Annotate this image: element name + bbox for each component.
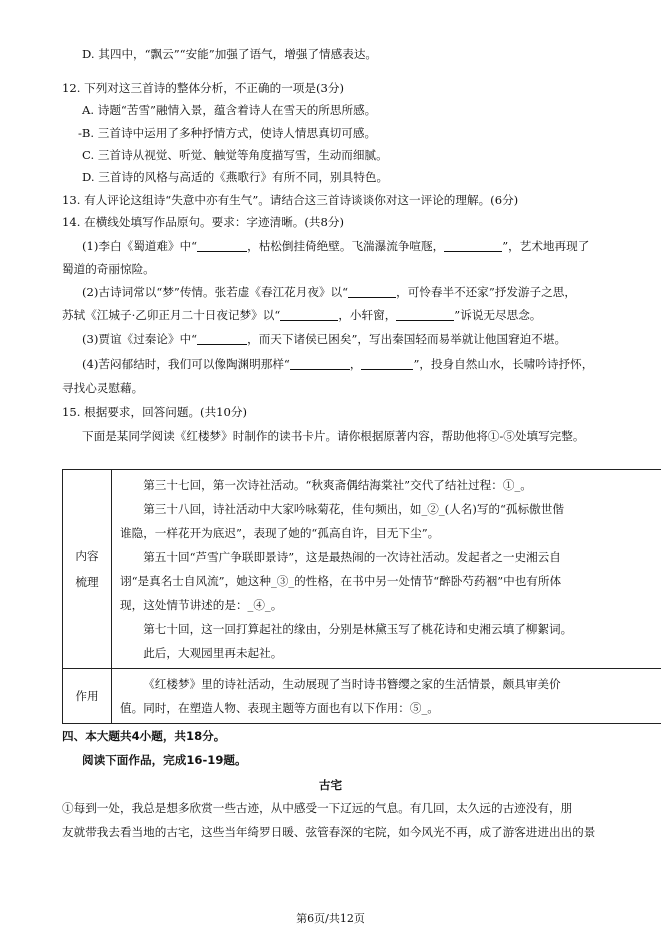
q15-intro: 下面是某同学阅读《红楼梦》时制作的读书卡片。请你根据原著内容，帮助他将①-⑤处填写完整。 [82,429,585,443]
q15-stem: 15. 根据要求，回答问题。(共10分) [62,405,248,419]
q14-4-text-c: ”，投身自然山水，长啸吟诗抒怀， [413,357,594,371]
q14-1-text-a: (1)李白《蜀道难》中“ [82,239,198,253]
q14-2-text-a: (2)古诗词常以“梦”传情。张若虚《春江花月夜》以“ [82,285,349,299]
content-line: 此后，大观园里再未起社。 [143,646,283,660]
q14-stem: 14. 在横线处填写作品原句。要求：字迹清晰。(共8分) [62,215,345,229]
q14-4-text-b: ， [349,357,362,371]
article-title: 古宅 [318,778,343,792]
content-line: 现，这处情节讲述的是：_④_。 [120,598,283,612]
q14-item-3 [82,331,566,347]
answer-blank[interactable] [290,357,350,370]
article-paragraph-line: 友就带我去看当地的古宅，这些当年绮罗日暖、弦管春深的宅院，如今风光不再，成了游客进进出出的景 [62,825,596,839]
q14-2-text-b: ，可怜春半不还家”抒发游子之思， [396,285,576,299]
q11-option-d: D. 其四中，“飘云”“安能”加强了语气，增强了情感表达。 [82,47,378,61]
q14-2-text-c: 苏轼《江城子·乙卯正月二十日夜记梦》以“ [62,308,281,322]
article-paragraph-line: ①每到一处，我总是想多欣赏一些古迹，从中感受一下辽远的气息。有几回，太久远的古迹没有，朋 [62,801,573,815]
content-body-cell [112,470,661,669]
q12-option-c: C. 三首诗从视觉、听觉、触觉等角度描写雪，生动而细腻。 [82,148,388,162]
content-line: 谁隐，一样花开为底迟”，表现了她的“孤高自许，目无下尘”。 [120,526,440,540]
function-line: 《红楼梦》里的诗社活动，生动展现了当时诗书簪缨之家的生活情景，颇具审美价 [143,677,561,691]
answer-blank[interactable] [197,332,247,345]
q12-option-d: D. 三首诗的风格与高适的《燕歌行》有所不同，别具特色。 [82,170,389,184]
content-label-line2: 梳理 [75,575,99,589]
reading-card-table [62,469,661,724]
content-line: 诩“是真名士自风流”，她这种_③_的性格，在书中另一处情节“醉卧芍药裀”中也有所体 [120,574,562,588]
q14-1-continuation: 蜀道的奇丽惊险。 [62,262,155,276]
q14-item-2 [82,284,576,300]
q14-1-text-c: ”，艺术地再现了 [502,239,590,253]
content-line: 第三十八回，诗社活动中大家吟咏菊花，佳句频出，如_②_(人名)写的“孤标傲世偕 [143,502,564,516]
q14-1-text-b: ，枯松倒挂倚绝壁。飞湍瀑流争喧豗， [247,239,445,253]
q14-3-text-b: ，而天下诸侯已困矣”，写出秦国轻而易举就让他国窘迫不堪。 [247,332,567,346]
section-four-heading: 四、本大题共4小题，共18分。 [62,729,226,743]
answer-blank[interactable] [361,357,413,370]
q14-2-text-e: ”诉说无尽思念。 [454,308,542,322]
q12-option-b: -B. 三首诗中运用了多种抒情方式，使诗人情思真切可感。 [78,126,377,140]
q13-stem: 13. 有人评论这组诗“失意中亦有生气”。请结合这三首诗谈谈你对这一评论的理解。(6分) [62,193,519,207]
content-line: 第三十七回，第一次诗社活动。“秋爽斋偶结海棠社”交代了结社过程：①_。 [143,478,532,492]
answer-blank[interactable] [348,285,396,298]
q14-item-1 [82,238,589,254]
q14-4-continuation: 寻找心灵慰藉。 [62,381,144,395]
q14-item-4 [82,356,593,372]
answer-blank[interactable] [280,308,338,321]
function-label-cell: 作用 [63,669,112,724]
q12-stem: 12. 下列对这三首诗的整体分析，不正确的一项是(3分) [62,81,345,95]
function-body-cell [112,669,661,724]
function-line: 值。同时，在塑造人物、表现主题等方面也有以下作用：⑤_。 [120,701,439,715]
content-line: 第五十回“芦雪广争联即景诗”，这是最热闹的一次诗社活动。发起者之一史湘云自 [143,550,561,564]
content-line: 第七十回，这一回打算起社的缘由，分别是林黛玉写了桃花诗和史湘云填了柳絮词。 [143,622,573,636]
section-four-instruction: 阅读下面作品，完成16-19题。 [82,753,247,767]
answer-blank[interactable] [197,239,247,252]
q12-option-a: A. 诗题“苦雪”融情入景，蕴含着诗人在雪天的所思所感。 [82,103,377,117]
answer-blank[interactable] [396,308,454,321]
q14-item-2-cont [62,307,541,323]
answer-blank[interactable] [444,239,502,252]
content-label-cell [63,470,112,669]
q14-3-text-a: (3)贾谊《过秦论》中“ [82,332,198,346]
page-footer: 第6页/共12页 [296,912,365,925]
q14-4-text-a: (4)苦闷郁结时，我们可以像陶渊明那样“ [82,357,290,371]
q14-2-text-d: ，小轩窗， [338,308,397,322]
content-label-line1: 内容 [75,549,99,563]
